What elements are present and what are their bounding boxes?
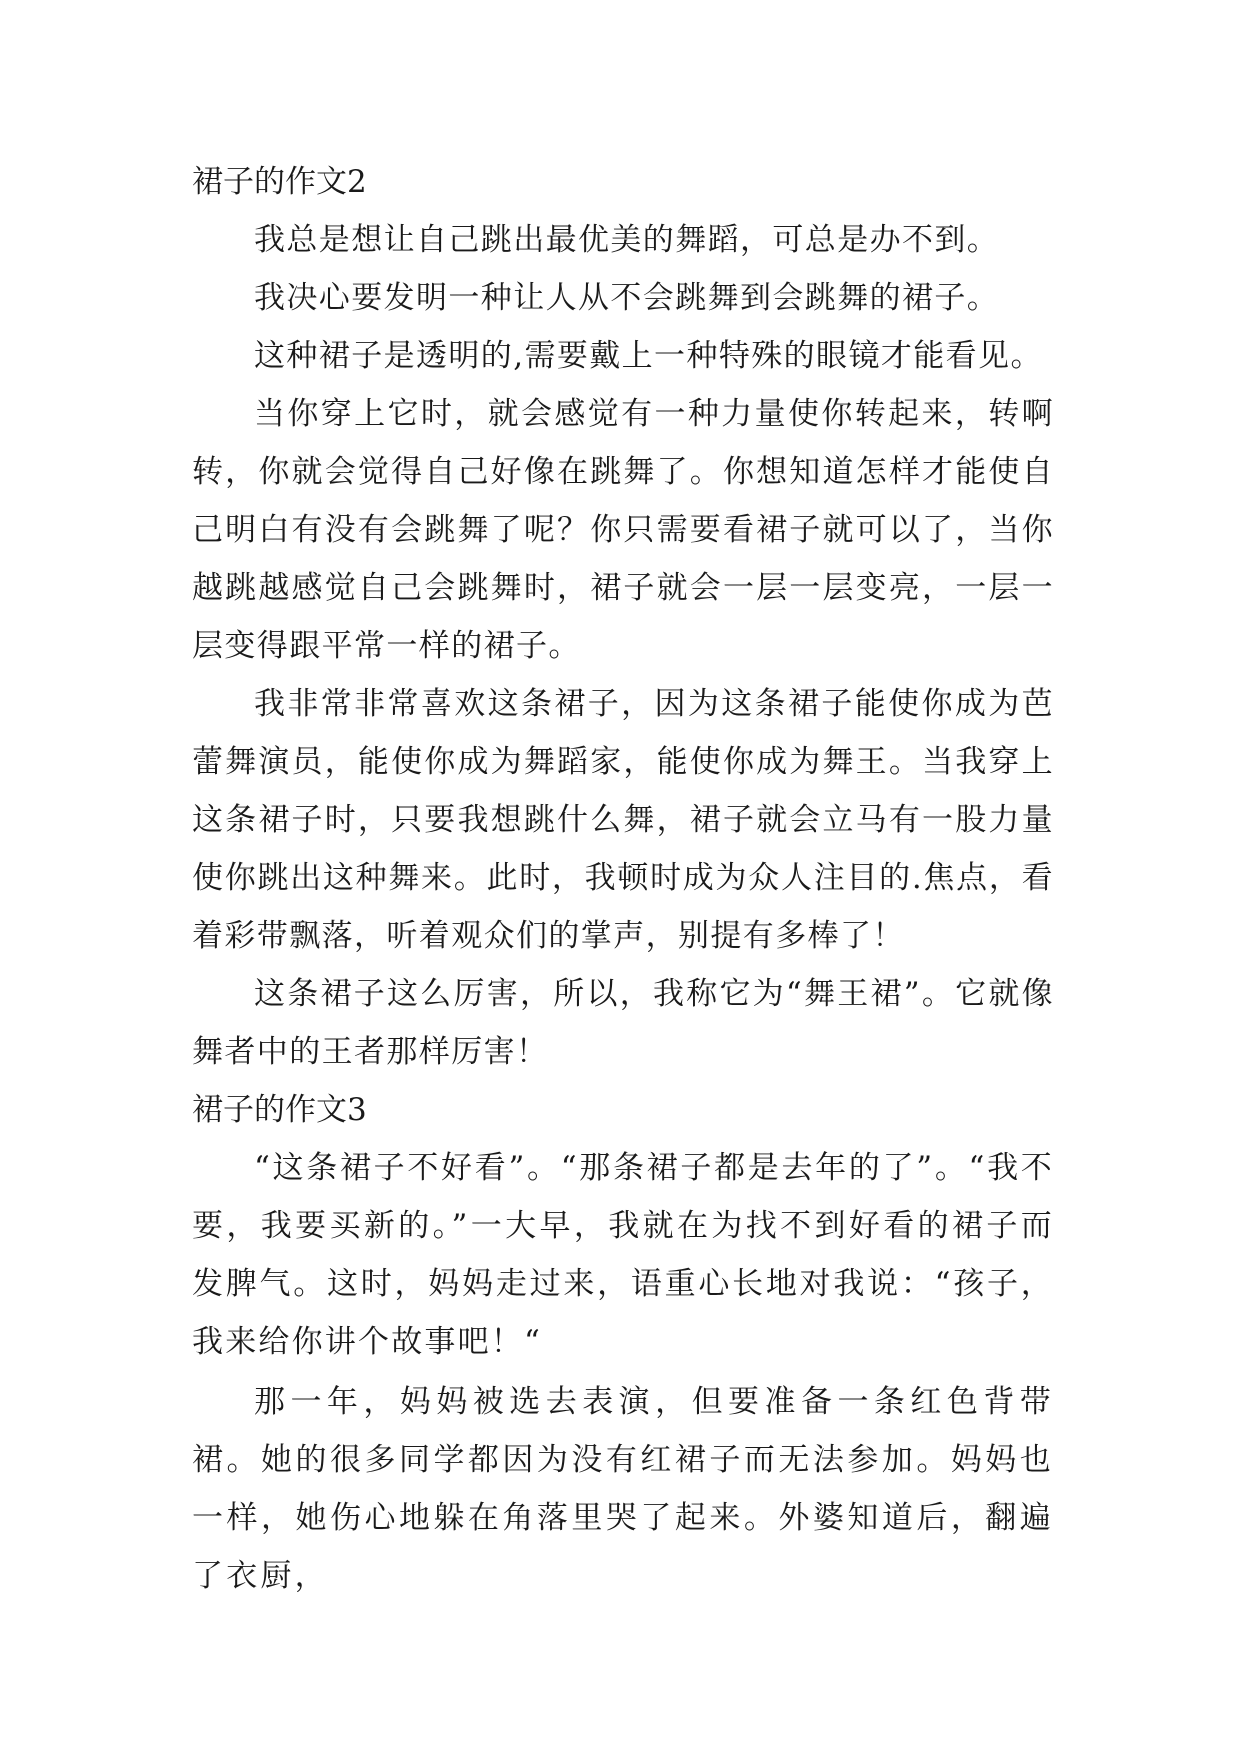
section-heading: 裙子的作文2 (192, 164, 367, 200)
section-heading: 裙子的作文3 (192, 1092, 367, 1128)
document-body (192, 153, 1054, 1605)
paragraph: 这条裙子这么厉害，所以，我称它为“舞王裙”。它就像舞者中的王者那样厉害！ (192, 976, 1054, 1070)
paragraph: 这种裙子是透明的,需要戴上一种特殊的眼镜才能看见。 (254, 338, 1043, 374)
paragraph: 当你穿上它时，就会感觉有一种力量使你转起来，转啊转，你就会觉得自己好像在跳舞了。你想知道怎样才能使自己明白有没有会跳舞了呢？你只需要看裙子就可以了，当你越跳越感觉自己会跳舞时，裙子就会一层一层变亮，一层一层变得跟平常一样的裙子。 (192, 396, 1054, 664)
paragraph: 我决心要发明一种让人从不会跳舞到会跳舞的裙子。 (254, 280, 1000, 316)
paragraph: 我总是想让自己跳出最优美的舞蹈，可总是办不到。 (254, 222, 1000, 258)
paragraph: 我非常非常喜欢这条裙子，因为这条裙子能使你成为芭蕾舞演员，能使你成为舞蹈家，能使你成为舞王。当我穿上这条裙子时，只要我想跳什么舞，裙子就会立马有一股力量使你跳出这种舞来。此时，我顿时成为众人注目的.焦点，看着彩带飘落，听着观众们的掌声，别提有多棒了！ (192, 686, 1054, 954)
paragraph: “这条裙子不好看”。“那条裙子都是去年的了”。“我不要，我要买新的。”一大早，我就在为找不到好看的裙子而发脾气。这时，妈妈走过来，语重心长地对我说：“孩子，我来给你讲个故事吧！“ (192, 1150, 1054, 1360)
paragraph: 那一年，妈妈被选去表演，但要准备一条红色背带裙。她的很多同学都因为没有红裙子而无法参加。妈妈也一样，她伤心地躲在角落里哭了起来。外婆知道后，翻遍了衣厨， (192, 1384, 1054, 1594)
